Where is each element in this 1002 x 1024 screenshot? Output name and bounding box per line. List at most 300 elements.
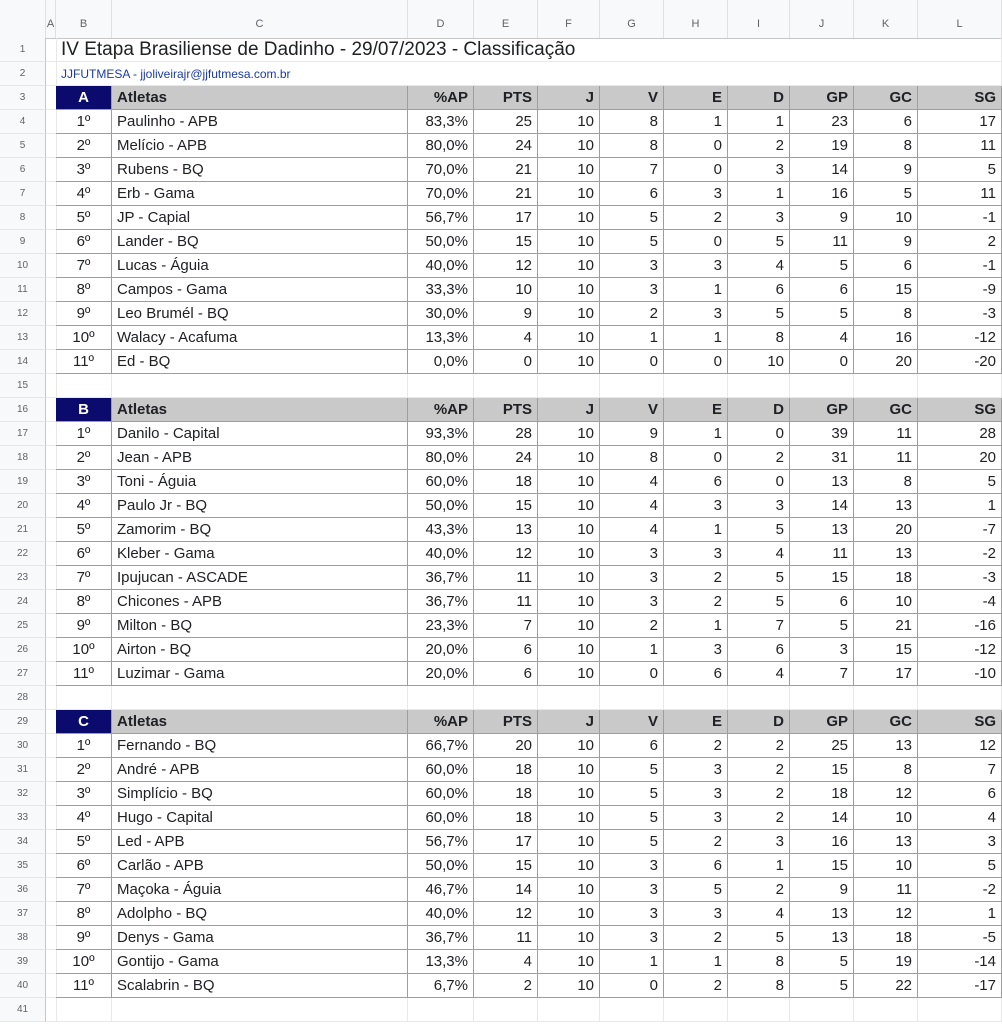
stat-cell-pts[interactable]: 9 [474,302,538,326]
column-title[interactable]: %AP [408,86,474,110]
stat-cell-pts[interactable]: 11 [474,566,538,590]
column-title[interactable]: V [600,86,664,110]
stat-cell-d[interactable]: 1 [728,854,790,878]
stat-cell-e[interactable]: 2 [664,566,728,590]
stat-cell-e[interactable]: 3 [664,638,728,662]
stat-cell-e[interactable]: 1 [664,110,728,134]
stat-cell-gp[interactable]: 6 [790,278,854,302]
stat-cell-gc[interactable]: 6 [854,254,918,278]
row-number[interactable]: 38 [0,926,46,950]
stat-cell-sg[interactable]: 6 [918,782,1002,806]
stat-cell-d[interactable]: 3 [728,206,790,230]
position-cell[interactable]: 11º [56,974,112,998]
column-title[interactable]: %AP [408,710,474,734]
cell-empty[interactable] [56,686,112,710]
row-number[interactable]: 10 [0,254,46,278]
position-cell[interactable]: 2º [56,446,112,470]
stat-cell-gp[interactable]: 31 [790,446,854,470]
stat-cell-v[interactable]: 5 [600,206,664,230]
stat-cell-sg[interactable]: 3 [918,830,1002,854]
stat-cell-v[interactable]: 5 [600,758,664,782]
stat-cell-pts[interactable]: 13 [474,518,538,542]
column-title[interactable]: J [538,398,600,422]
stat-cell-d[interactable]: 5 [728,566,790,590]
cell-empty[interactable] [112,686,408,710]
stat-cell-j[interactable]: 10 [538,926,600,950]
stat-cell-e[interactable]: 1 [664,950,728,974]
stat-cell-v[interactable]: 2 [600,614,664,638]
stat-cell-pts[interactable]: 17 [474,830,538,854]
column-title[interactable]: D [728,86,790,110]
row-number[interactable]: 12 [0,302,46,326]
column-title[interactable]: SG [918,710,1002,734]
group-label[interactable]: C [56,710,112,734]
stat-cell-gc[interactable]: 10 [854,806,918,830]
position-cell[interactable]: 6º [56,230,112,254]
column-title[interactable]: SG [918,86,1002,110]
stat-cell-ap[interactable]: 30,0% [408,302,474,326]
stat-cell-pts[interactable]: 18 [474,806,538,830]
stat-cell-pts[interactable]: 12 [474,542,538,566]
stat-cell-pts[interactable]: 15 [474,230,538,254]
stat-cell-e[interactable]: 3 [664,494,728,518]
stat-cell-sg[interactable]: 5 [918,470,1002,494]
stat-cell-gc[interactable]: 20 [854,350,918,374]
stat-cell-pts[interactable]: 18 [474,782,538,806]
stat-cell-gc[interactable]: 10 [854,854,918,878]
contact-link[interactable]: JJFUTMESA - jjoliveirajr@jjfutmesa.com.br [56,62,1002,86]
column-title-atletas[interactable]: Atletas [112,398,408,422]
stat-cell-sg[interactable]: 28 [918,422,1002,446]
position-cell[interactable]: 7º [56,878,112,902]
column-title[interactable]: GP [790,710,854,734]
row-number[interactable]: 39 [0,950,46,974]
stat-cell-j[interactable]: 10 [538,254,600,278]
stat-cell-d[interactable]: 4 [728,254,790,278]
row-number[interactable]: 20 [0,494,46,518]
stat-cell-d[interactable]: 3 [728,494,790,518]
athlete-cell[interactable]: Airton - BQ [112,638,408,662]
stat-cell-j[interactable]: 10 [538,350,600,374]
stat-cell-ap[interactable]: 70,0% [408,158,474,182]
stat-cell-d[interactable]: 7 [728,614,790,638]
stat-cell-gp[interactable]: 14 [790,806,854,830]
athlete-cell[interactable]: Kleber - Gama [112,542,408,566]
cell-empty[interactable] [918,686,1002,710]
stat-cell-v[interactable]: 0 [600,662,664,686]
column-title[interactable]: D [728,710,790,734]
row-number[interactable]: 15 [0,374,46,398]
stat-cell-sg[interactable]: 2 [918,230,1002,254]
stat-cell-j[interactable]: 10 [538,950,600,974]
cell-empty[interactable] [790,998,854,1022]
position-cell[interactable]: 11º [56,350,112,374]
stat-cell-j[interactable]: 10 [538,446,600,470]
stat-cell-gc[interactable]: 17 [854,662,918,686]
position-cell[interactable]: 6º [56,854,112,878]
stat-cell-j[interactable]: 10 [538,470,600,494]
stat-cell-j[interactable]: 10 [538,638,600,662]
position-cell[interactable]: 2º [56,134,112,158]
cell-empty[interactable] [854,374,918,398]
stat-cell-pts[interactable]: 21 [474,182,538,206]
stat-cell-ap[interactable]: 0,0% [408,350,474,374]
athlete-cell[interactable]: Walacy - Acafuma [112,326,408,350]
stat-cell-ap[interactable]: 40,0% [408,254,474,278]
row-number[interactable]: 34 [0,830,46,854]
stat-cell-pts[interactable]: 10 [474,278,538,302]
stat-cell-ap[interactable]: 80,0% [408,134,474,158]
stat-cell-ap[interactable]: 60,0% [408,806,474,830]
column-header-a[interactable]: A [46,0,56,38]
stat-cell-pts[interactable]: 15 [474,854,538,878]
stat-cell-ap[interactable]: 13,3% [408,326,474,350]
row-number[interactable]: 27 [0,662,46,686]
stat-cell-pts[interactable]: 20 [474,734,538,758]
cell-empty[interactable] [474,686,538,710]
stat-cell-ap[interactable]: 43,3% [408,518,474,542]
stat-cell-j[interactable]: 10 [538,902,600,926]
position-cell[interactable]: 1º [56,734,112,758]
column-header-h[interactable]: H [664,0,728,38]
athlete-cell[interactable]: Leo Brumél - BQ [112,302,408,326]
stat-cell-j[interactable]: 10 [538,230,600,254]
stat-cell-v[interactable]: 0 [600,974,664,998]
stat-cell-gp[interactable]: 11 [790,542,854,566]
stat-cell-e[interactable]: 1 [664,278,728,302]
stat-cell-j[interactable]: 10 [538,662,600,686]
row-number[interactable]: 40 [0,974,46,998]
stat-cell-j[interactable]: 10 [538,278,600,302]
column-header-c[interactable]: C [112,0,408,38]
stat-cell-v[interactable]: 8 [600,110,664,134]
position-cell[interactable]: 1º [56,110,112,134]
row-number[interactable]: 30 [0,734,46,758]
cell-empty[interactable] [600,686,664,710]
position-cell[interactable]: 9º [56,302,112,326]
stat-cell-sg[interactable]: 5 [918,158,1002,182]
position-cell[interactable]: 5º [56,830,112,854]
stat-cell-gc[interactable]: 13 [854,542,918,566]
athlete-cell[interactable]: Denys - Gama [112,926,408,950]
stat-cell-e[interactable]: 3 [664,182,728,206]
stat-cell-gp[interactable]: 4 [790,326,854,350]
stat-cell-gp[interactable]: 0 [790,350,854,374]
athlete-cell[interactable]: Melício - APB [112,134,408,158]
stat-cell-v[interactable]: 4 [600,494,664,518]
stat-cell-v[interactable]: 3 [600,542,664,566]
row-number[interactable]: 5 [0,134,46,158]
stat-cell-v[interactable]: 6 [600,182,664,206]
athlete-cell[interactable]: Adolpho - BQ [112,902,408,926]
cell-empty[interactable] [112,374,408,398]
column-title[interactable]: E [664,710,728,734]
stat-cell-gc[interactable]: 15 [854,638,918,662]
row-number[interactable]: 28 [0,686,46,710]
cell-empty[interactable] [664,998,728,1022]
row-number[interactable]: 13 [0,326,46,350]
stat-cell-gp[interactable]: 5 [790,614,854,638]
stat-cell-sg[interactable]: 12 [918,734,1002,758]
column-title[interactable]: GP [790,86,854,110]
stat-cell-d[interactable]: 1 [728,182,790,206]
stat-cell-ap[interactable]: 83,3% [408,110,474,134]
stat-cell-ap[interactable]: 40,0% [408,902,474,926]
row-number[interactable]: 4 [0,110,46,134]
row-number[interactable]: 9 [0,230,46,254]
stat-cell-sg[interactable]: -2 [918,542,1002,566]
cell-empty[interactable] [538,686,600,710]
stat-cell-pts[interactable]: 6 [474,638,538,662]
sheet-title[interactable]: IV Etapa Brasiliense de Dadinho - 29/07/2023 - Classificação [56,38,1002,62]
stat-cell-ap[interactable]: 6,7% [408,974,474,998]
row-number[interactable]: 25 [0,614,46,638]
stat-cell-gc[interactable]: 12 [854,902,918,926]
stat-cell-ap[interactable]: 36,7% [408,566,474,590]
position-cell[interactable]: 7º [56,566,112,590]
stat-cell-gc[interactable]: 12 [854,782,918,806]
stat-cell-ap[interactable]: 66,7% [408,734,474,758]
stat-cell-ap[interactable]: 40,0% [408,542,474,566]
column-title-atletas[interactable]: Atletas [112,710,408,734]
stat-cell-gc[interactable]: 15 [854,278,918,302]
stat-cell-gp[interactable]: 7 [790,662,854,686]
column-title[interactable]: D [728,398,790,422]
stat-cell-gp[interactable]: 16 [790,830,854,854]
position-cell[interactable]: 5º [56,206,112,230]
stat-cell-e[interactable]: 1 [664,326,728,350]
stat-cell-e[interactable]: 2 [664,974,728,998]
stat-cell-sg[interactable]: 11 [918,182,1002,206]
column-header-j[interactable]: J [790,0,854,38]
stat-cell-ap[interactable]: 33,3% [408,278,474,302]
cell-empty[interactable] [408,374,474,398]
stat-cell-v[interactable]: 3 [600,278,664,302]
stat-cell-gc[interactable]: 5 [854,182,918,206]
column-header-b[interactable]: B [56,0,112,38]
row-number[interactable]: 32 [0,782,46,806]
stat-cell-gp[interactable]: 13 [790,518,854,542]
stat-cell-j[interactable]: 10 [538,974,600,998]
stat-cell-sg[interactable]: -12 [918,326,1002,350]
stat-cell-j[interactable]: 10 [538,494,600,518]
row-number[interactable]: 2 [0,62,46,86]
stat-cell-e[interactable]: 2 [664,734,728,758]
row-number[interactable]: 23 [0,566,46,590]
stat-cell-pts[interactable]: 2 [474,974,538,998]
stat-cell-pts[interactable]: 11 [474,590,538,614]
stat-cell-ap[interactable]: 93,3% [408,422,474,446]
stat-cell-e[interactable]: 1 [664,518,728,542]
stat-cell-gc[interactable]: 9 [854,158,918,182]
stat-cell-sg[interactable]: 5 [918,854,1002,878]
stat-cell-gp[interactable]: 18 [790,782,854,806]
stat-cell-e[interactable]: 2 [664,830,728,854]
stat-cell-pts[interactable]: 24 [474,446,538,470]
stat-cell-gc[interactable]: 8 [854,302,918,326]
stat-cell-gc[interactable]: 8 [854,134,918,158]
stat-cell-sg[interactable]: 17 [918,110,1002,134]
stat-cell-e[interactable]: 3 [664,782,728,806]
position-cell[interactable]: 1º [56,422,112,446]
position-cell[interactable]: 8º [56,902,112,926]
stat-cell-pts[interactable]: 4 [474,326,538,350]
stat-cell-sg[interactable]: 20 [918,446,1002,470]
stat-cell-v[interactable]: 1 [600,326,664,350]
stat-cell-j[interactable]: 10 [538,326,600,350]
cell-empty[interactable] [538,998,600,1022]
stat-cell-sg[interactable]: -12 [918,638,1002,662]
stat-cell-e[interactable]: 0 [664,158,728,182]
cell-empty[interactable] [600,998,664,1022]
stat-cell-pts[interactable]: 25 [474,110,538,134]
cell-empty[interactable] [56,374,112,398]
athlete-cell[interactable]: Scalabrin - BQ [112,974,408,998]
stat-cell-j[interactable]: 10 [538,542,600,566]
stat-cell-v[interactable]: 3 [600,590,664,614]
stat-cell-j[interactable]: 10 [538,806,600,830]
stat-cell-gp[interactable]: 9 [790,878,854,902]
stat-cell-d[interactable]: 3 [728,830,790,854]
column-title[interactable]: J [538,86,600,110]
column-title[interactable]: E [664,86,728,110]
stat-cell-gc[interactable]: 11 [854,878,918,902]
stat-cell-pts[interactable]: 15 [474,494,538,518]
stat-cell-ap[interactable]: 13,3% [408,950,474,974]
stat-cell-sg[interactable]: -1 [918,254,1002,278]
stat-cell-d[interactable]: 5 [728,926,790,950]
stat-cell-v[interactable]: 3 [600,254,664,278]
stat-cell-d[interactable]: 5 [728,230,790,254]
row-number[interactable]: 26 [0,638,46,662]
stat-cell-v[interactable]: 5 [600,782,664,806]
stat-cell-j[interactable]: 10 [538,110,600,134]
stat-cell-ap[interactable]: 56,7% [408,830,474,854]
stat-cell-gc[interactable]: 13 [854,734,918,758]
stat-cell-j[interactable]: 10 [538,590,600,614]
column-title[interactable]: PTS [474,398,538,422]
stat-cell-gp[interactable]: 15 [790,758,854,782]
stat-cell-gc[interactable]: 13 [854,830,918,854]
stat-cell-sg[interactable]: 7 [918,758,1002,782]
position-cell[interactable]: 11º [56,662,112,686]
stat-cell-gc[interactable]: 11 [854,422,918,446]
stat-cell-ap[interactable]: 46,7% [408,878,474,902]
stat-cell-v[interactable]: 5 [600,806,664,830]
athlete-cell[interactable]: Campos - Gama [112,278,408,302]
stat-cell-sg[interactable]: 4 [918,806,1002,830]
row-number[interactable]: 1 [0,38,46,62]
stat-cell-pts[interactable]: 6 [474,662,538,686]
row-number[interactable]: 18 [0,446,46,470]
stat-cell-d[interactable]: 0 [728,470,790,494]
row-number[interactable]: 19 [0,470,46,494]
position-cell[interactable]: 5º [56,518,112,542]
stat-cell-e[interactable]: 3 [664,758,728,782]
cell-empty[interactable] [854,686,918,710]
athlete-cell[interactable]: Chicones - APB [112,590,408,614]
stat-cell-gp[interactable]: 9 [790,206,854,230]
athlete-cell[interactable]: Lucas - Águia [112,254,408,278]
athlete-cell[interactable]: Hugo - Capital [112,806,408,830]
position-cell[interactable]: 10º [56,638,112,662]
stat-cell-gp[interactable]: 19 [790,134,854,158]
cell-empty[interactable] [474,998,538,1022]
stat-cell-e[interactable]: 2 [664,590,728,614]
column-title[interactable]: GC [854,710,918,734]
stat-cell-ap[interactable]: 20,0% [408,662,474,686]
stat-cell-d[interactable]: 2 [728,734,790,758]
stat-cell-sg[interactable]: 11 [918,134,1002,158]
stat-cell-sg[interactable]: -9 [918,278,1002,302]
stat-cell-j[interactable]: 10 [538,566,600,590]
athlete-cell[interactable]: Milton - BQ [112,614,408,638]
stat-cell-sg[interactable]: -2 [918,878,1002,902]
stat-cell-v[interactable]: 9 [600,422,664,446]
stat-cell-e[interactable]: 5 [664,878,728,902]
stat-cell-gp[interactable]: 23 [790,110,854,134]
position-cell[interactable]: 3º [56,470,112,494]
cell-empty[interactable] [664,686,728,710]
athlete-cell[interactable]: Danilo - Capital [112,422,408,446]
stat-cell-pts[interactable]: 4 [474,950,538,974]
row-number[interactable]: 14 [0,350,46,374]
stat-cell-gp[interactable]: 14 [790,158,854,182]
stat-cell-d[interactable]: 2 [728,878,790,902]
stat-cell-d[interactable]: 8 [728,974,790,998]
stat-cell-v[interactable]: 7 [600,158,664,182]
stat-cell-ap[interactable]: 56,7% [408,206,474,230]
cell-empty[interactable] [664,374,728,398]
athlete-cell[interactable]: Luzimar - Gama [112,662,408,686]
athlete-cell[interactable]: Rubens - BQ [112,158,408,182]
row-number[interactable]: 17 [0,422,46,446]
stat-cell-ap[interactable]: 60,0% [408,470,474,494]
stat-cell-gc[interactable]: 18 [854,926,918,950]
stat-cell-gp[interactable]: 13 [790,902,854,926]
stat-cell-pts[interactable]: 14 [474,878,538,902]
stat-cell-ap[interactable]: 80,0% [408,446,474,470]
stat-cell-v[interactable]: 3 [600,878,664,902]
stat-cell-v[interactable]: 3 [600,926,664,950]
position-cell[interactable]: 6º [56,542,112,566]
athlete-cell[interactable]: Lander - BQ [112,230,408,254]
stat-cell-ap[interactable]: 36,7% [408,590,474,614]
stat-cell-e[interactable]: 0 [664,446,728,470]
cell-empty[interactable] [408,686,474,710]
stat-cell-gp[interactable]: 25 [790,734,854,758]
stat-cell-e[interactable]: 0 [664,350,728,374]
column-title[interactable]: %AP [408,398,474,422]
stat-cell-gc[interactable]: 10 [854,206,918,230]
column-header-k[interactable]: K [854,0,918,38]
column-header-l[interactable]: L [918,0,1002,38]
stat-cell-e[interactable]: 3 [664,302,728,326]
stat-cell-d[interactable]: 5 [728,590,790,614]
position-cell[interactable]: 9º [56,614,112,638]
stat-cell-gc[interactable]: 22 [854,974,918,998]
stat-cell-e[interactable]: 3 [664,902,728,926]
athlete-cell[interactable]: Zamorim - BQ [112,518,408,542]
athlete-cell[interactable]: Erb - Gama [112,182,408,206]
stat-cell-ap[interactable]: 50,0% [408,854,474,878]
stat-cell-pts[interactable]: 12 [474,902,538,926]
stat-cell-v[interactable]: 6 [600,734,664,758]
stat-cell-d[interactable]: 4 [728,662,790,686]
stat-cell-sg[interactable]: -16 [918,614,1002,638]
column-header-d[interactable]: D [408,0,474,38]
stat-cell-e[interactable]: 2 [664,926,728,950]
